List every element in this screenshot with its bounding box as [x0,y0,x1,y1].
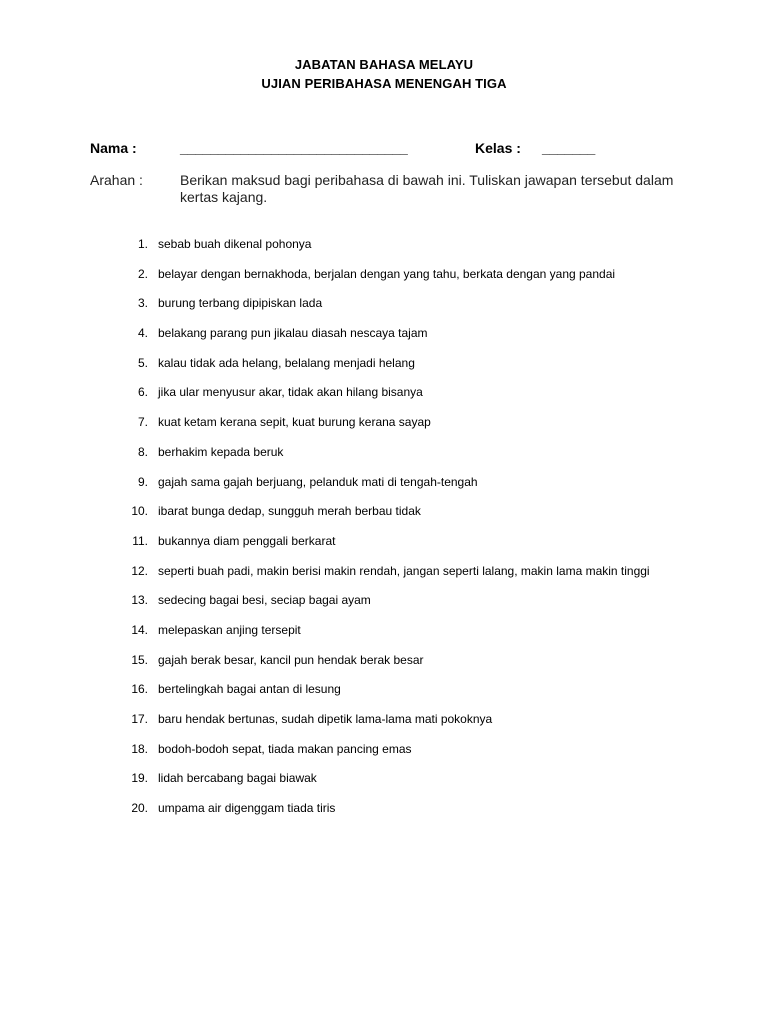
proverb-text: sedecing bagai besi, seciap bagai ayam [158,593,371,608]
list-item [120,266,760,296]
proverb-text: baru hendak bertunas, sudah dipetik lama-lama mati pokoknya [158,712,493,726]
list-item [120,236,760,266]
proverb-text: kuat ketam kerana sepit, kuat burung kerana sayap [158,415,431,430]
item-number: 16. [131,682,148,697]
list-item [120,681,760,711]
proverb-text: berhakim kepada beruk [158,444,284,459]
proverb-text: lidah bercabang bagai biawak [158,771,317,786]
item-number: 13. [131,593,148,608]
list-item [120,325,760,355]
item-number: 11. [132,533,148,548]
proverb-text: melepaskan anjing tersepit [158,622,301,637]
list-item [120,533,760,563]
item-number: 3. [137,296,148,311]
item-number: 9. [137,474,148,489]
list-item [120,711,760,741]
nama-blank: ______________________________ [180,140,408,156]
list-item [120,652,760,682]
item-number: 19. [131,771,148,786]
proverb-text: umpama air digenggam tiada tiris [158,801,336,816]
proverb-text: kalau tidak ada helang, belalang menjadi helang [158,355,415,370]
proverb-list [120,236,760,830]
proverb-text: bodoh-bodoh sepat, tiada makan pancing emas [158,741,412,756]
list-item [120,741,760,771]
item-number: 4. [137,326,148,341]
proverb-text: jika ular menyusur akar, tidak akan hilang bisanya [158,385,423,400]
item-number: 12. [131,563,148,578]
nama-label: Nama : [90,140,137,156]
proverb-text: belayar dengan bernakhoda, berjalan dengan yang tahu, berkata dengan yang pandai [158,266,616,281]
kelas-blank: _______ [542,140,596,156]
item-number: 14. [131,622,148,637]
item-number: 20. [131,801,148,816]
proverb-text: ibarat bunga dedap, sungguh merah berbau tidak [158,504,421,519]
proverb-text: burung terbang dipipiskan lada [158,296,323,311]
list-item [120,563,760,593]
arahan-text: Berikan maksud bagi peribahasa di bawah ini. Tuliskan jawapan tersebut dalam kertas kajang. [180,172,674,205]
item-number: 5. [137,355,148,370]
item-number: 8. [137,444,148,459]
proverb-text: belakang parang pun jikalau diasah nescaya tajam [158,326,428,341]
list-item [120,474,760,504]
proverb-text: bukannya diam penggali berkarat [158,533,336,548]
department-title: JABATAN BAHASA MELAYU [294,57,474,72]
list-item [120,503,760,533]
item-number: 6. [137,385,148,400]
item-number: 18. [131,741,148,756]
kelas-label: Kelas : [475,140,521,156]
list-item [120,770,760,800]
proverb-text: sebab buah dikenal pohonya [158,237,312,251]
item-number: 15. [131,652,148,667]
proverb-text: seperti buah padi, makin berisi makin rendah, jangan seperti lalang, makin lama makin tinggi [158,563,650,578]
proverb-text: gajah berak besar, kancil pun hendak berak besar [158,652,424,667]
item-number: 7. [137,415,148,430]
proverb-text: bertelingkah bagai antan di lesung [158,682,341,697]
item-number: 1. [137,237,148,251]
list-item [120,384,760,414]
item-number: 2. [137,266,148,281]
list-item [120,622,760,652]
document-header [0,55,768,93]
exam-title: UJIAN PERIBAHASA MENENGAH TIGA [261,76,507,91]
list-item [120,295,760,325]
list-item [120,444,760,474]
arahan-label: Arahan : [90,172,143,188]
list-item [120,355,760,385]
list-item [120,414,760,444]
proverb-text: gajah sama gajah berjuang, pelanduk mati di tengah-tengah [158,474,478,489]
item-number: 10. [131,504,148,519]
list-item [120,592,760,622]
item-number: 17. [131,712,148,726]
list-item [120,800,760,830]
